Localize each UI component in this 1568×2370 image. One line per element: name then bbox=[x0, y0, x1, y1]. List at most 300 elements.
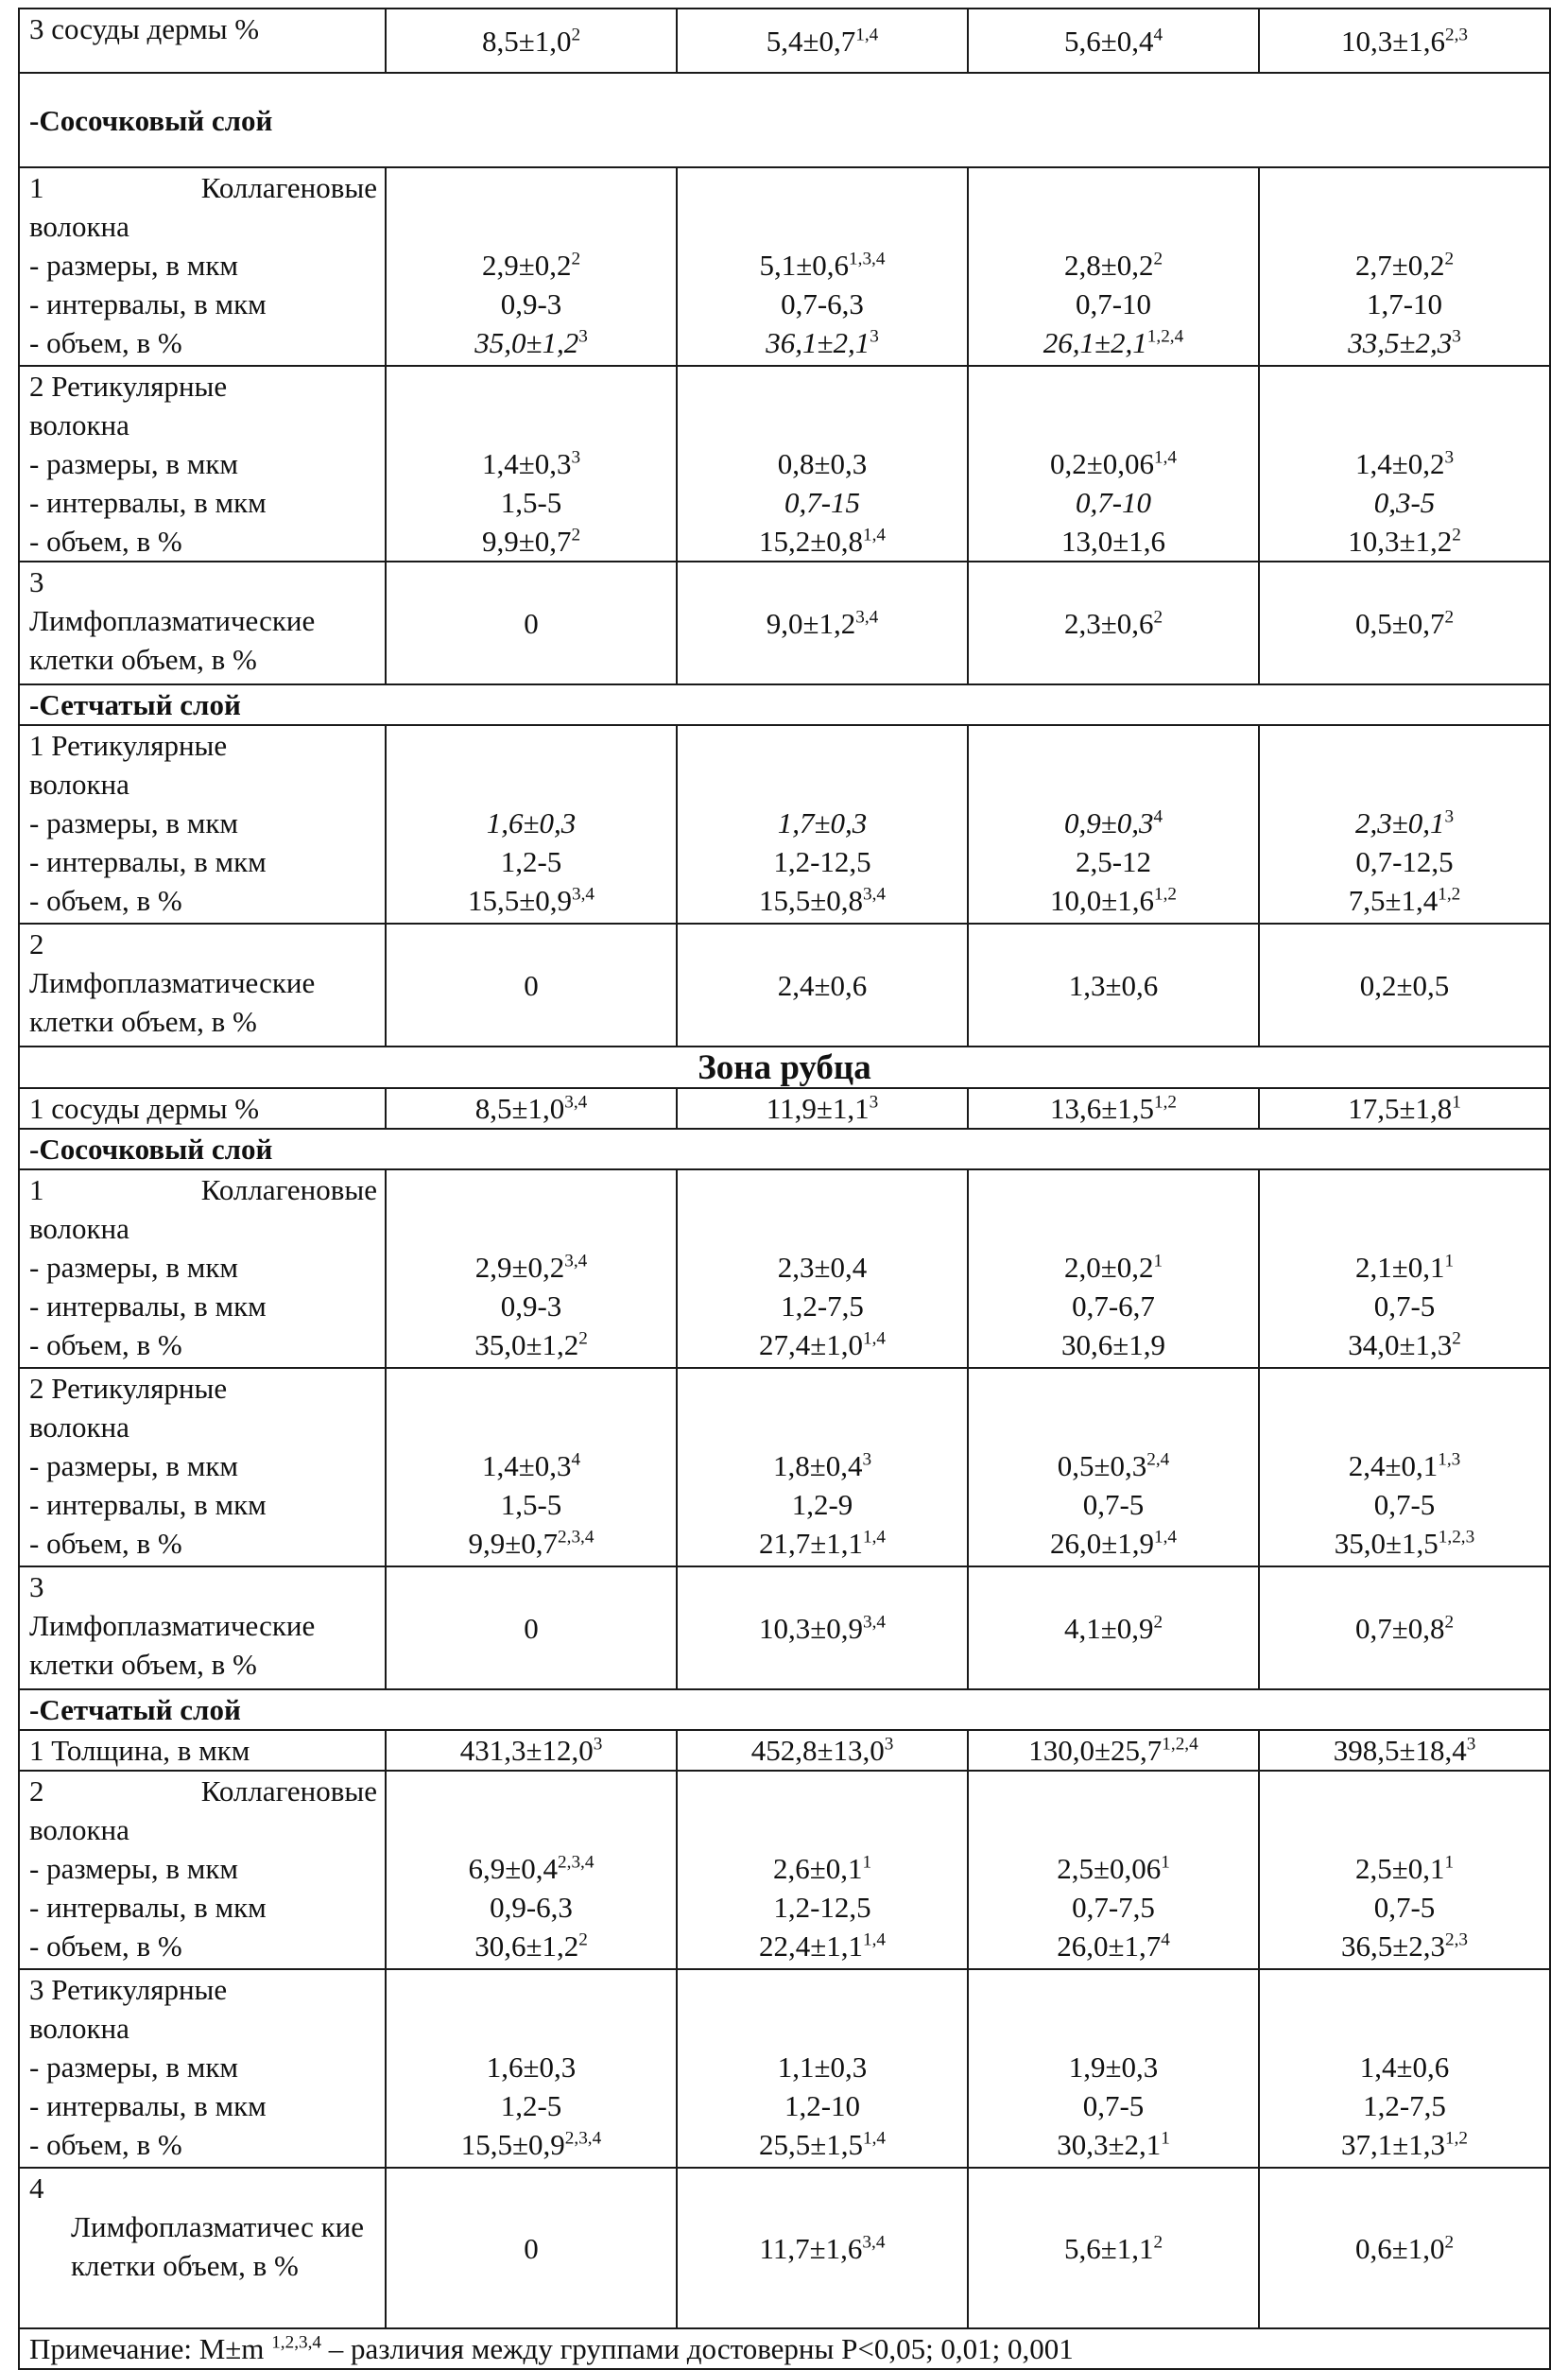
value-text: 0,7-6,3 bbox=[781, 287, 864, 320]
spacer-line bbox=[976, 1170, 1250, 1209]
value-line bbox=[1267, 1325, 1542, 1364]
value-line bbox=[976, 881, 1250, 920]
value-text: 15,5±0,9 bbox=[460, 2128, 565, 2161]
value-text: 1,4±0,3 bbox=[481, 1449, 572, 1482]
section-heading: -Сетчатый слой bbox=[19, 1689, 1550, 1730]
data-table bbox=[18, 8, 1551, 2370]
row-label bbox=[19, 167, 386, 366]
label-line bbox=[29, 1485, 377, 1524]
significance-superscript: 1,4 bbox=[863, 1929, 887, 1950]
significance-superscript: 2 bbox=[571, 525, 581, 545]
table-row bbox=[19, 9, 1550, 73]
value-line bbox=[685, 522, 959, 561]
value-cell bbox=[1259, 366, 1550, 562]
spacer-line bbox=[976, 1209, 1250, 1248]
value-line bbox=[1267, 1485, 1542, 1524]
significance-superscript: 3 bbox=[1466, 1734, 1476, 1755]
value-line bbox=[685, 1609, 959, 1648]
value-text: 26,1±2,1 bbox=[1042, 326, 1147, 359]
label-line bbox=[29, 1248, 377, 1287]
value-text: 36,5±2,3 bbox=[1340, 1929, 1445, 1963]
table-row bbox=[19, 167, 1550, 366]
label-text: - интервалы, в мкм bbox=[29, 1891, 267, 1924]
value-line bbox=[1267, 1609, 1542, 1648]
label-text: 1 сосуды дермы % bbox=[29, 1092, 260, 1125]
value-line bbox=[685, 1731, 959, 1770]
spacer-line bbox=[1267, 765, 1542, 804]
value-text: 5,6±1,1 bbox=[1063, 2231, 1154, 2265]
value-text: 35,0±1,2 bbox=[474, 326, 579, 359]
label-text: волокна bbox=[29, 2012, 129, 2045]
value-text: 30,3±2,1 bbox=[1057, 2128, 1162, 2161]
value-line bbox=[976, 323, 1250, 362]
label-text: волокна bbox=[29, 408, 129, 441]
value-cell bbox=[677, 1368, 968, 1566]
significance-superscript: 1,2 bbox=[1154, 1092, 1178, 1113]
label-text: - объем, в % bbox=[29, 1328, 182, 1361]
spacer-line bbox=[976, 207, 1250, 246]
value-line bbox=[394, 22, 668, 61]
value-text: 21,7±1,1 bbox=[758, 1527, 863, 1560]
value-text: 0,7-10 bbox=[1075, 486, 1152, 519]
significance-superscript: 2 bbox=[1153, 607, 1163, 628]
value-cell bbox=[386, 2168, 677, 2328]
label-line bbox=[29, 2169, 377, 2207]
table-row bbox=[19, 1368, 1550, 1566]
value-text: 0 bbox=[524, 968, 539, 1002]
note-text: – различия между группами достоверны P<0,05; 0,01; 0,001 bbox=[321, 2332, 1074, 2365]
value-text: 431,3±12,0 bbox=[459, 1734, 594, 1767]
value-text: 34,0±1,3 bbox=[1348, 1328, 1453, 1361]
value-text: 5,4±0,7 bbox=[766, 24, 856, 58]
label-text: - интервалы, в мкм bbox=[29, 845, 267, 878]
value-line bbox=[685, 2086, 959, 2125]
value-cell bbox=[1259, 924, 1550, 1047]
value-text: 1,2-12,5 bbox=[773, 845, 871, 878]
spacer-line bbox=[976, 406, 1250, 444]
value-line bbox=[1267, 1927, 1542, 1965]
spacer-line bbox=[1267, 1970, 1542, 2009]
value-cell bbox=[1259, 167, 1550, 366]
value-text: 25,5±1,5 bbox=[758, 2128, 863, 2161]
label-line bbox=[29, 1606, 377, 1645]
value-cell bbox=[1259, 1566, 1550, 1689]
label-text: волокна bbox=[29, 768, 129, 801]
label-text: - интервалы, в мкм bbox=[29, 1289, 267, 1323]
significance-superscript: 2 bbox=[1153, 2232, 1163, 2253]
significance-superscript: 2 bbox=[578, 1328, 588, 1349]
spacer-line bbox=[1267, 1772, 1542, 1810]
value-cell bbox=[386, 725, 677, 924]
table-row bbox=[19, 1730, 1550, 1771]
value-cell bbox=[386, 562, 677, 684]
value-line bbox=[394, 1731, 668, 1770]
value-text: 1,2-10 bbox=[784, 2089, 861, 2122]
label-text: 2 bbox=[29, 927, 44, 960]
label-line bbox=[29, 726, 377, 765]
spacer-line bbox=[394, 765, 668, 804]
value-line bbox=[685, 1089, 959, 1128]
spacer-line bbox=[685, 406, 959, 444]
row-label bbox=[19, 1169, 386, 1368]
value-line bbox=[685, 1446, 959, 1485]
label-line bbox=[29, 168, 377, 207]
value-line bbox=[394, 604, 668, 643]
value-line bbox=[394, 1849, 668, 1888]
value-text: 1,2-12,5 bbox=[773, 1891, 871, 1924]
value-line bbox=[976, 483, 1250, 522]
label-line bbox=[29, 562, 377, 601]
label-line bbox=[29, 804, 377, 842]
value-text: 0,2±0,06 bbox=[1049, 447, 1154, 480]
value-line bbox=[685, 1888, 959, 1927]
spacer-line bbox=[394, 207, 668, 246]
label-line bbox=[29, 1209, 377, 1248]
value-text: 2,5±0,1 bbox=[1354, 1852, 1445, 1885]
label-line bbox=[29, 367, 377, 406]
value-cell bbox=[677, 366, 968, 562]
value-cell bbox=[1259, 1730, 1550, 1771]
value-cell bbox=[968, 1368, 1259, 1566]
value-text: 1,4±0,2 bbox=[1354, 447, 1445, 480]
significance-superscript: 1,2,4 bbox=[1146, 326, 1184, 347]
value-text: 130,0±25,7 bbox=[1028, 1734, 1163, 1767]
significance-superscript: 2 bbox=[1452, 1328, 1461, 1349]
value-line bbox=[394, 522, 668, 561]
value-line bbox=[1267, 1888, 1542, 1927]
label-text: - размеры, в мкм bbox=[29, 1251, 239, 1284]
value-cell bbox=[386, 1730, 677, 1771]
table-body bbox=[19, 9, 1550, 2369]
spacer-line bbox=[394, 168, 668, 207]
value-line bbox=[976, 444, 1250, 483]
spacer-line bbox=[685, 1170, 959, 1209]
significance-superscript: 1,4 bbox=[863, 525, 887, 545]
value-text: 0,5±0,3 bbox=[1057, 1449, 1147, 1482]
value-cell bbox=[386, 924, 677, 1047]
table-row bbox=[19, 1088, 1550, 1129]
significance-superscript: 2,3,4 bbox=[558, 1852, 594, 1873]
value-line bbox=[394, 1524, 668, 1563]
significance-superscript: 3 bbox=[870, 326, 879, 347]
significance-superscript: 2 bbox=[1444, 607, 1455, 628]
value-text: 30,6±1,9 bbox=[1060, 1328, 1165, 1361]
label-line bbox=[29, 2086, 377, 2125]
label-text: - размеры, в мкм bbox=[29, 249, 239, 282]
value-line bbox=[394, 1927, 668, 1965]
label-text: - интервалы, в мкм bbox=[29, 2089, 267, 2122]
label-text: - размеры, в мкм bbox=[29, 1852, 239, 1885]
significance-superscript: 2 bbox=[1444, 2232, 1455, 2253]
significance-superscript: 2,3 bbox=[1445, 1929, 1469, 1950]
label-line bbox=[29, 640, 377, 679]
significance-superscript: 2,3,4 bbox=[564, 2128, 602, 2149]
value-line bbox=[685, 483, 959, 522]
label-text: - объем, в % bbox=[29, 326, 182, 359]
value-text: 0,7-5 bbox=[1082, 2089, 1145, 2122]
value-line bbox=[394, 2048, 668, 2086]
label-text: - интервалы, в мкм bbox=[29, 486, 267, 519]
value-line bbox=[394, 1446, 668, 1485]
spacer-line bbox=[394, 2009, 668, 2048]
label-line bbox=[29, 1446, 377, 1485]
value-line bbox=[976, 1089, 1250, 1128]
label-text: волокна bbox=[29, 1212, 129, 1245]
value-text: 0,7-12,5 bbox=[1355, 845, 1454, 878]
label-text: - размеры, в мкм bbox=[29, 447, 239, 480]
spacer-line bbox=[685, 1772, 959, 1810]
value-line bbox=[1267, 2229, 1542, 2268]
significance-superscript: 3 bbox=[869, 1092, 879, 1113]
value-line bbox=[976, 1849, 1250, 1888]
value-line bbox=[685, 1927, 959, 1965]
value-text: 1,2-9 bbox=[791, 1488, 853, 1521]
label-line bbox=[29, 2048, 377, 2086]
value-text: 2,7±0,2 bbox=[1354, 249, 1445, 282]
label-text: 1 Ретикулярные bbox=[29, 729, 228, 762]
value-text: 0,7-5 bbox=[1082, 1488, 1145, 1521]
value-text: 1,2-7,5 bbox=[781, 1289, 864, 1323]
label-text: Лимфоплазматичес кие клетки объем, в % bbox=[71, 2210, 364, 2282]
value-text: 1,6±0,3 bbox=[486, 806, 577, 839]
value-cell bbox=[677, 1969, 968, 2168]
value-line bbox=[976, 2048, 1250, 2086]
row-label bbox=[19, 725, 386, 924]
value-cell bbox=[386, 167, 677, 366]
spacer-line bbox=[1267, 1369, 1542, 1408]
value-text: 2,4±0,6 bbox=[777, 968, 868, 1002]
significance-superscript: 1 bbox=[1161, 2128, 1170, 2149]
value-line bbox=[1267, 22, 1542, 61]
spacer-line bbox=[1267, 367, 1542, 406]
significance-superscript: 3,4 bbox=[863, 1612, 887, 1633]
significance-superscript: 3 bbox=[1444, 806, 1455, 827]
value-line bbox=[976, 2125, 1250, 2164]
label-line bbox=[29, 207, 377, 246]
value-line bbox=[1267, 522, 1542, 561]
value-cell bbox=[1259, 725, 1550, 924]
value-line bbox=[394, 881, 668, 920]
value-text: 1,7±0,3 bbox=[777, 806, 868, 839]
value-cell bbox=[677, 9, 968, 73]
value-text: 0 bbox=[524, 606, 539, 640]
value-cell bbox=[968, 1566, 1259, 1689]
spacer-line bbox=[976, 1772, 1250, 1810]
value-line bbox=[1267, 604, 1542, 643]
value-line bbox=[1267, 323, 1542, 362]
label-text: - объем, в % bbox=[29, 1929, 182, 1963]
significance-superscript: 3 bbox=[578, 326, 588, 347]
value-line bbox=[976, 1609, 1250, 1648]
value-cell bbox=[677, 1169, 968, 1368]
value-line bbox=[1267, 1089, 1542, 1128]
value-text: 26,0±1,9 bbox=[1049, 1527, 1154, 1560]
significance-superscript: 2 bbox=[578, 1929, 588, 1950]
significance-superscript: 2,3,4 bbox=[558, 1527, 594, 1548]
label-line bbox=[29, 925, 377, 963]
label-text: - интервалы, в мкм bbox=[29, 287, 267, 320]
note-text: Примечание: M±m bbox=[29, 2332, 272, 2365]
value-text: 13,6±1,5 bbox=[1049, 1092, 1154, 1125]
spacer-line bbox=[976, 1810, 1250, 1849]
spacer-line bbox=[976, 1408, 1250, 1446]
value-line bbox=[976, 604, 1250, 643]
value-text: 2,9±0,2 bbox=[481, 249, 572, 282]
value-text: 1,2-7,5 bbox=[1363, 2089, 1446, 2122]
significance-superscript: 3,4 bbox=[855, 607, 879, 628]
label-text: 3 bbox=[29, 565, 44, 598]
label-line bbox=[29, 1970, 377, 2009]
value-line bbox=[976, 1485, 1250, 1524]
value-line bbox=[685, 1287, 959, 1325]
significance-superscript: 3 bbox=[1452, 326, 1461, 347]
value-cell bbox=[386, 366, 677, 562]
value-line bbox=[394, 1287, 668, 1325]
label-line bbox=[29, 601, 377, 640]
value-text: 2,3±0,1 bbox=[1354, 806, 1445, 839]
label-line bbox=[29, 1369, 377, 1408]
value-cell bbox=[386, 1088, 677, 1129]
spacer-line bbox=[394, 367, 668, 406]
spacer-line bbox=[685, 367, 959, 406]
value-text: 1,3±0,6 bbox=[1068, 968, 1159, 1002]
label-line bbox=[29, 1567, 377, 1606]
spacer-line bbox=[976, 765, 1250, 804]
value-cell bbox=[677, 2168, 968, 2328]
value-text: 0,9-6,3 bbox=[490, 1891, 573, 1924]
label-line bbox=[29, 1849, 377, 1888]
value-line bbox=[1267, 1287, 1542, 1325]
value-line bbox=[976, 522, 1250, 561]
value-text: 5,1±0,6 bbox=[759, 249, 850, 282]
significance-superscript: 1,4 bbox=[863, 1527, 887, 1548]
label-line bbox=[29, 765, 377, 804]
value-text: 1,5-5 bbox=[500, 1488, 562, 1521]
spacer-line bbox=[394, 1970, 668, 2009]
value-line bbox=[1267, 1446, 1542, 1485]
value-line bbox=[394, 1325, 668, 1364]
value-line bbox=[1267, 2086, 1542, 2125]
label-line bbox=[29, 444, 377, 483]
spacer-line bbox=[1267, 726, 1542, 765]
value-line bbox=[976, 1248, 1250, 1287]
significance-superscript: 3 bbox=[571, 447, 581, 468]
significance-superscript: 1,3,4 bbox=[849, 249, 886, 269]
label-text: клетки объем, в % bbox=[29, 1648, 257, 1681]
label-line bbox=[29, 1002, 377, 1041]
significance-superscript: 1 bbox=[1161, 1852, 1170, 1873]
label-line bbox=[29, 1927, 377, 1965]
label-line bbox=[29, 483, 377, 522]
value-line bbox=[685, 842, 959, 881]
value-line bbox=[1267, 483, 1542, 522]
value-line bbox=[976, 1524, 1250, 1563]
value-text: 9,9±0,7 bbox=[468, 1527, 559, 1560]
value-cell bbox=[968, 562, 1259, 684]
value-text: 11,7±1,6 bbox=[759, 2231, 863, 2265]
value-text: 8,5±1,0 bbox=[481, 24, 572, 58]
row-label bbox=[19, 924, 386, 1047]
significance-superscript: 1,2,4 bbox=[1162, 1734, 1198, 1755]
label-line bbox=[29, 1888, 377, 1927]
table-row bbox=[19, 1169, 1550, 1368]
label-line bbox=[29, 1325, 377, 1364]
spacer-line bbox=[685, 765, 959, 804]
label-text: волокна bbox=[29, 210, 129, 243]
value-cell bbox=[386, 1969, 677, 2168]
label-line bbox=[29, 1772, 377, 1810]
value-line bbox=[1267, 966, 1542, 1005]
value-line bbox=[685, 1524, 959, 1563]
label-text: 2 Ретикулярные bbox=[29, 1372, 228, 1405]
value-line bbox=[976, 246, 1250, 285]
significance-superscript: 1,2 bbox=[1445, 2128, 1469, 2149]
value-line bbox=[394, 1089, 668, 1128]
zone-heading: Зона рубца bbox=[19, 1047, 1550, 1088]
value-line bbox=[685, 2229, 959, 2268]
significance-superscript: 1,4 bbox=[855, 25, 879, 45]
value-text: 35,0±1,2 bbox=[474, 1328, 579, 1361]
value-line bbox=[685, 1248, 959, 1287]
value-cell bbox=[1259, 1771, 1550, 1969]
label-text: клетки объем, в % bbox=[29, 1005, 257, 1038]
spacer-line bbox=[685, 1970, 959, 2009]
value-line bbox=[685, 2048, 959, 2086]
note-superscript: 1,2,3,4 bbox=[271, 2332, 321, 2353]
value-text: 0,2±0,5 bbox=[1359, 968, 1450, 1002]
value-cell bbox=[677, 1771, 968, 1969]
significance-superscript: 1 bbox=[1444, 1251, 1455, 1271]
significance-superscript: 4 bbox=[1153, 25, 1163, 45]
value-text: 22,4±1,1 bbox=[758, 1929, 863, 1963]
table-row bbox=[19, 1689, 1550, 1730]
value-line bbox=[394, 1888, 668, 1927]
significance-superscript: 1,2 bbox=[1438, 884, 1461, 905]
value-line bbox=[976, 1927, 1250, 1965]
value-cell bbox=[1259, 2168, 1550, 2328]
label-text: 1 Толщина, в мкм bbox=[29, 1734, 250, 1767]
table-row bbox=[19, 562, 1550, 684]
row-label bbox=[19, 562, 386, 684]
value-text: 0,7-6,7 bbox=[1072, 1289, 1155, 1323]
value-line bbox=[394, 2086, 668, 2125]
label-line bbox=[29, 2009, 377, 2048]
label-line bbox=[29, 1089, 377, 1128]
value-line bbox=[685, 246, 959, 285]
significance-superscript: 1,4 bbox=[1154, 1527, 1178, 1548]
significance-superscript: 3,4 bbox=[564, 1092, 588, 1113]
significance-superscript: 3 bbox=[593, 1734, 603, 1755]
value-line bbox=[976, 22, 1250, 61]
value-text: 0,7-5 bbox=[1373, 1891, 1436, 1924]
value-line bbox=[685, 966, 959, 1005]
spacer-line bbox=[394, 1810, 668, 1849]
value-text: 0,7-5 bbox=[1373, 1289, 1436, 1323]
row-label bbox=[19, 1969, 386, 2168]
value-text: 0,8±0,3 bbox=[777, 447, 868, 480]
row-label bbox=[19, 366, 386, 562]
spacer-line bbox=[685, 1209, 959, 1248]
value-cell bbox=[386, 1771, 677, 1969]
value-cell bbox=[968, 725, 1259, 924]
value-line bbox=[976, 804, 1250, 842]
significance-superscript: 1,2 bbox=[1154, 884, 1178, 905]
label-text: 2 Ретикулярные bbox=[29, 370, 228, 403]
spacer-line bbox=[1267, 168, 1542, 207]
spacer-line bbox=[1267, 1408, 1542, 1446]
value-cell bbox=[968, 167, 1259, 366]
value-cell bbox=[677, 167, 968, 366]
